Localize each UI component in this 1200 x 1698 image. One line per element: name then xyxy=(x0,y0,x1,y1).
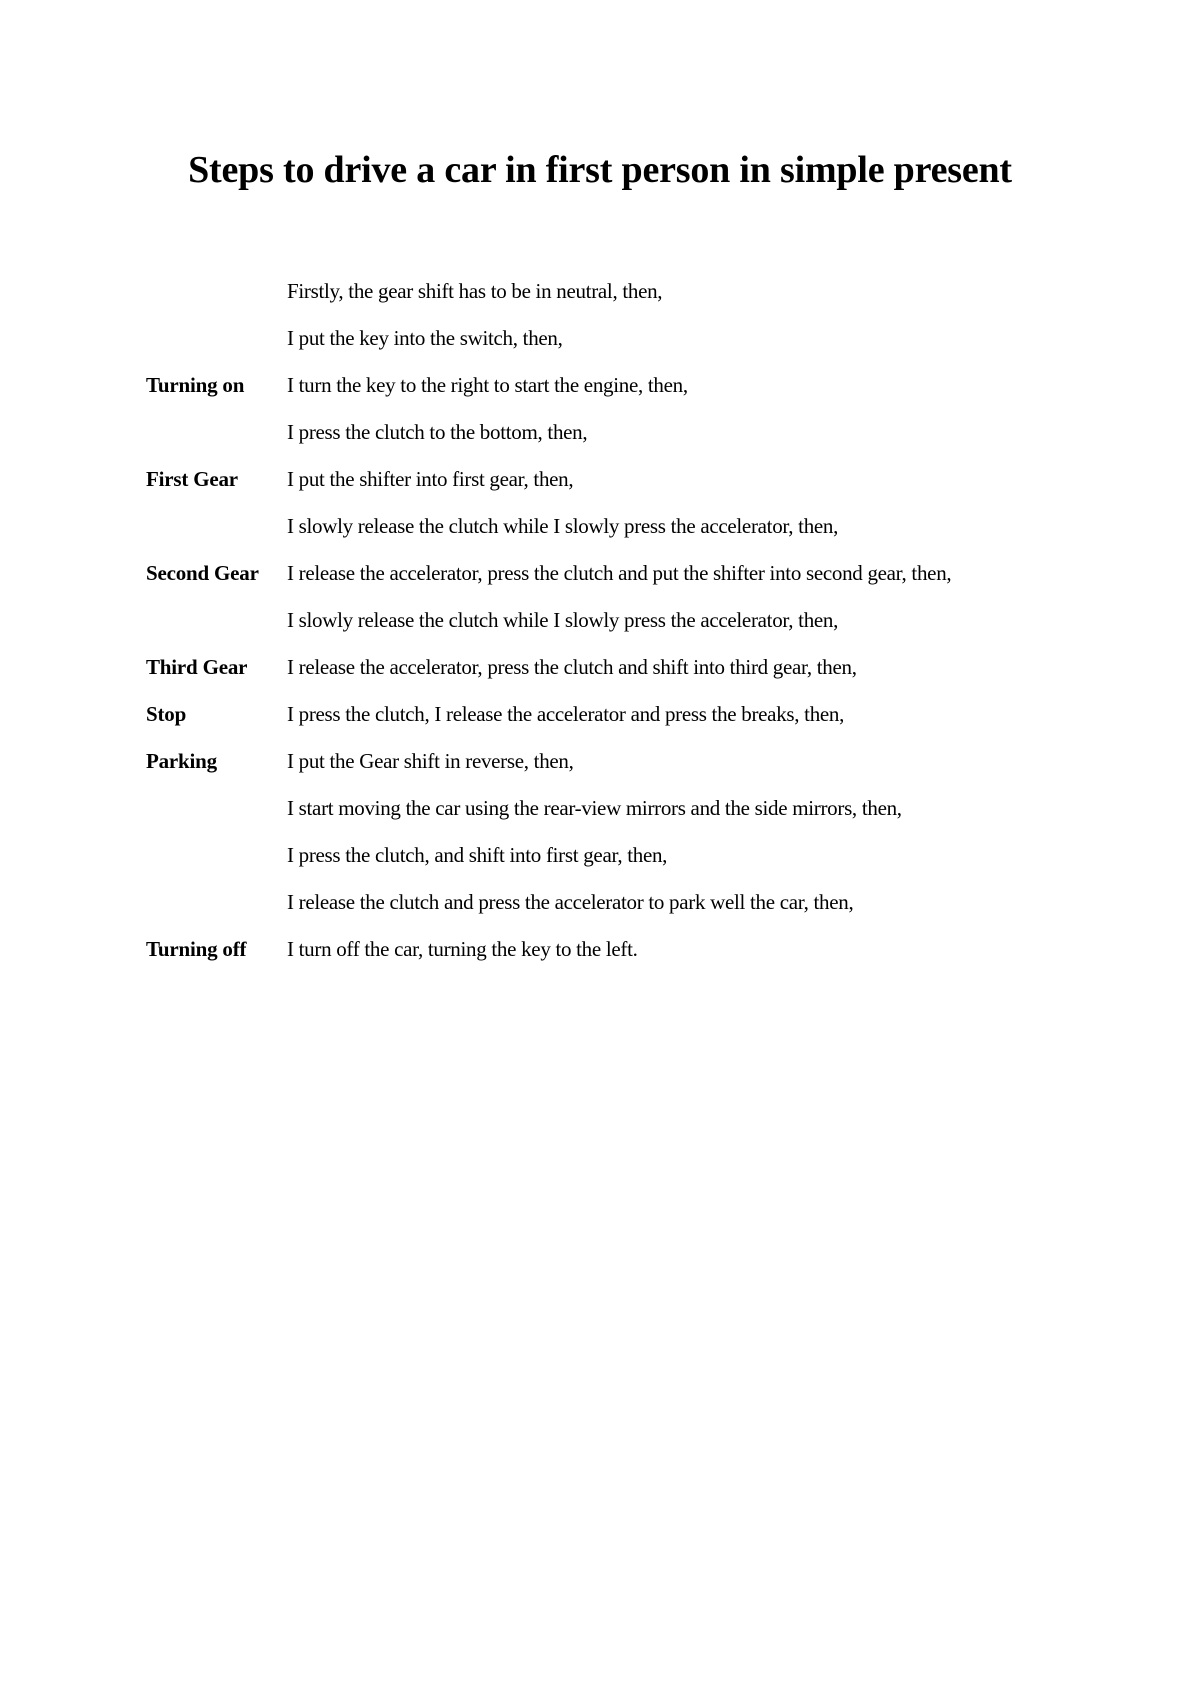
step-row xyxy=(146,746,1066,776)
step-text: I press the clutch, and shift into first gear, then, xyxy=(287,843,668,867)
step-row xyxy=(146,699,1066,729)
step-label: First Gear xyxy=(146,467,238,491)
step-text: I release the accelerator, press the clutch and shift into third gear, then, xyxy=(287,655,857,679)
step-text: I turn the key to the right to start the engine, then, xyxy=(287,373,688,397)
step-label: Second Gear xyxy=(146,561,259,585)
step-text: I press the clutch, I release the accelerator and press the breaks, then, xyxy=(287,702,845,726)
steps-list xyxy=(146,276,1066,981)
step-text: I release the accelerator, press the clutch and put the shifter into second gear, then, xyxy=(287,561,952,585)
step-row xyxy=(146,840,1066,870)
step-text: I start moving the car using the rear-view mirrors and the side mirrors, then, xyxy=(287,796,902,820)
step-label: Turning on xyxy=(146,373,245,397)
step-row xyxy=(146,793,1066,823)
step-label: Stop xyxy=(146,702,187,726)
step-row xyxy=(146,887,1066,917)
step-label: Parking xyxy=(146,749,217,773)
step-label: Third Gear xyxy=(146,655,248,679)
step-text: Firstly, the gear shift has to be in neutral, then, xyxy=(287,279,663,303)
step-text: I put the shifter into first gear, then, xyxy=(287,467,574,491)
step-row xyxy=(146,276,1066,306)
step-label: Turning off xyxy=(146,937,247,961)
step-text: I slowly release the clutch while I slowly press the accelerator, then, xyxy=(287,514,839,538)
step-text: I turn off the car, turning the key to the left. xyxy=(287,937,638,961)
step-row xyxy=(146,464,1066,494)
step-row xyxy=(146,558,1066,588)
step-text: I put the key into the switch, then, xyxy=(287,326,563,350)
step-row xyxy=(146,652,1066,682)
step-row xyxy=(146,370,1066,400)
step-text: I release the clutch and press the accelerator to park well the car, then, xyxy=(287,890,854,914)
step-row xyxy=(146,934,1066,964)
document-title: Steps to drive a car in first person in simple present xyxy=(188,149,1012,191)
step-row xyxy=(146,605,1066,635)
step-row xyxy=(146,511,1066,541)
step-row xyxy=(146,417,1066,447)
step-text: I put the Gear shift in reverse, then, xyxy=(287,749,574,773)
step-text: I press the clutch to the bottom, then, xyxy=(287,420,588,444)
step-row xyxy=(146,323,1066,353)
step-text: I slowly release the clutch while I slowly press the accelerator, then, xyxy=(287,608,839,632)
